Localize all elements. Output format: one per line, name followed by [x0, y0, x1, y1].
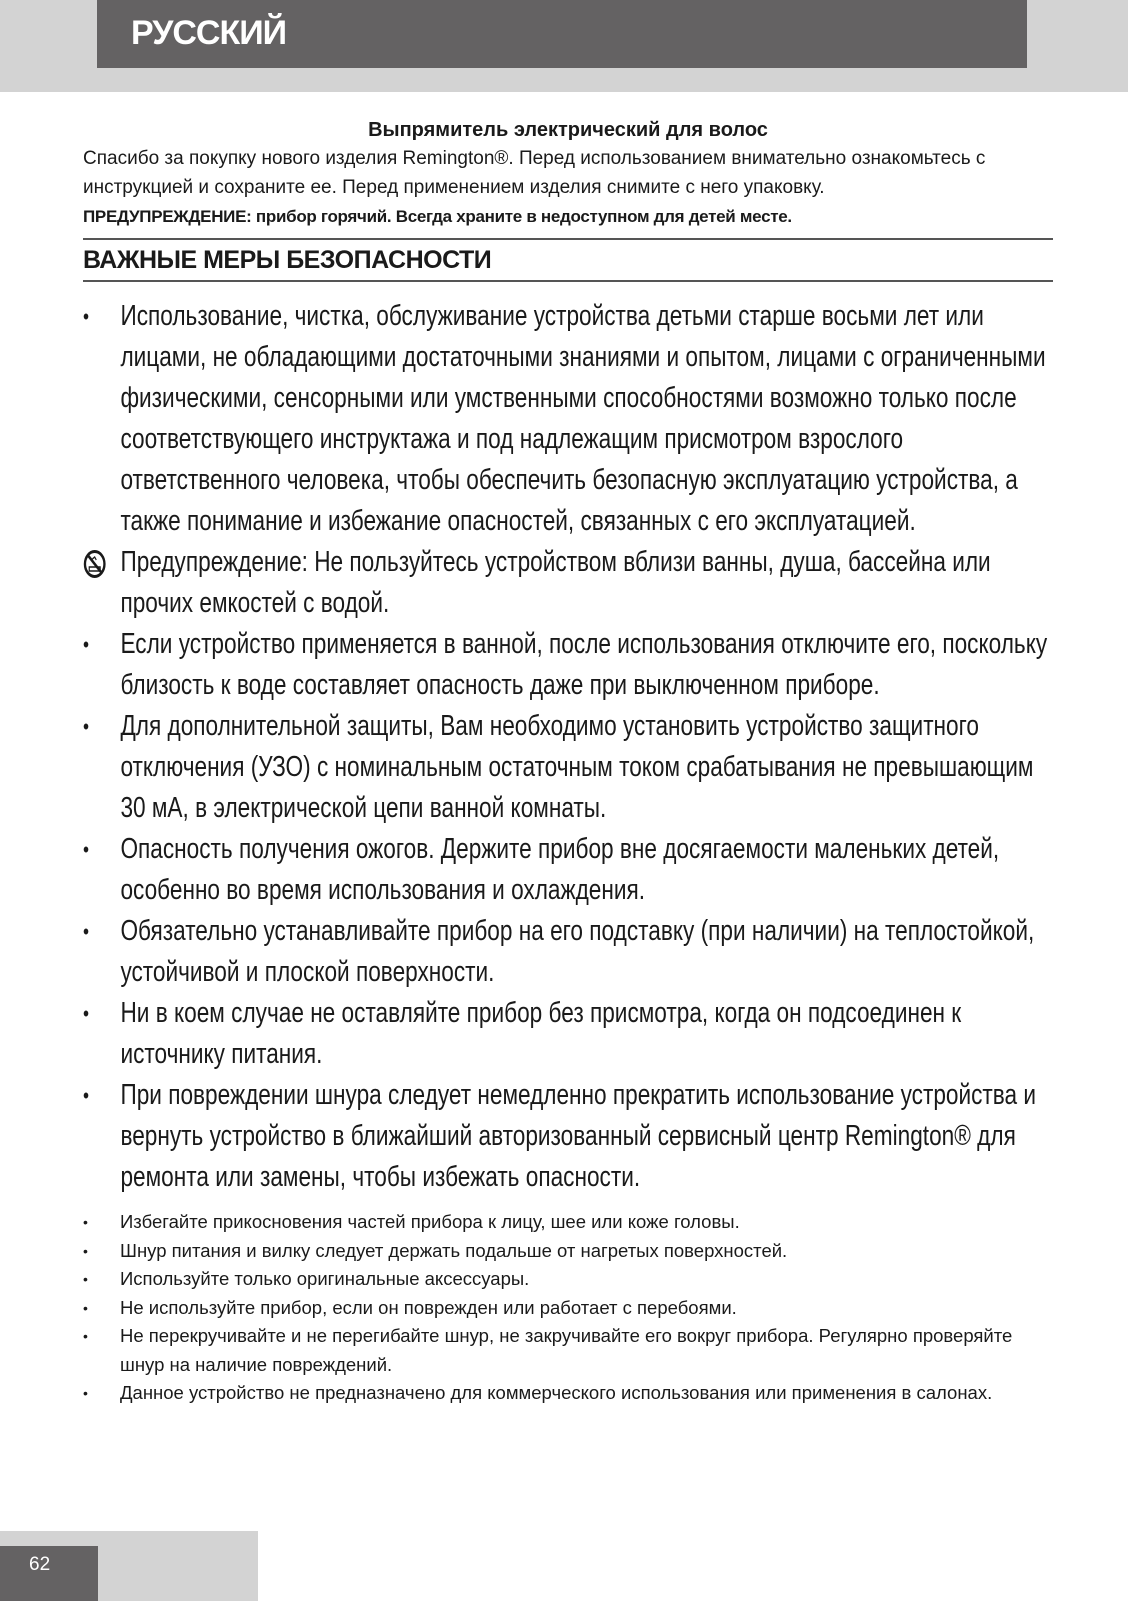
- bullet: •: [83, 1242, 88, 1259]
- no-bath-warning-icon: [80, 549, 110, 591]
- page-number-box: [0, 1546, 98, 1601]
- bullet: •: [83, 1385, 88, 1401]
- list-item: [83, 993, 1053, 1075]
- item-text: Предупреждение: Не пользуйтесь устройством вблизи ванны, душа, бассейна или прочих емкостей с водой.: [120, 546, 991, 619]
- item-text: Данное устройство не предназначено для коммерческого использования или применения в салонах.: [120, 1382, 993, 1403]
- item-text: Шнур питания и вилку следует держать подальше от нагретых поверхностей.: [120, 1239, 788, 1261]
- bullet: •: [83, 837, 90, 862]
- language-header: [97, 0, 1027, 68]
- item-text: При повреждении шнура следует немедленно прекратить использование устройства и вернуть устройство в ближайший авторизованный сервисный центр Remington® для ремонта или замены, чтобы избежать опасности.: [120, 1079, 1037, 1193]
- bullet: •: [83, 1271, 88, 1287]
- list-item: [83, 1237, 1053, 1266]
- item-text: Использование, чистка, обслуживание устройства детьми старше восьми лет или лицами, не обладающими достаточными знаниями и опытом, лицами с ограниченными физическими, сенсорными или умственными способностями возможно только после соответствующего инструктажа и под надлежащим присмотром взрослого ответственного человека, чтобы обеспечить безопасную эксплуатацию устройства, а также понимание и избежание опасностей, связанных с его эксплуатацией.: [120, 300, 1046, 537]
- list-item: [83, 911, 1053, 993]
- bullet: •: [83, 919, 90, 944]
- page-number: 62: [29, 1554, 51, 1575]
- item-text: Если устройство применяется в ванной, после использования отключите его, поскольку близость к воде составляет опасность даже при выключенном приборе.: [120, 628, 1048, 701]
- list-item: [83, 1208, 1053, 1237]
- section-heading: ВАЖНЫЕ МЕРЫ БЕЗОПАСНОСТИ: [83, 246, 492, 274]
- item-text: Не используйте прибор, если он поврежден или работает с перебоями.: [120, 1296, 737, 1318]
- item-text: Обязательно устанавливайте прибор на его подставку (при наличии) на теплостойкой, устойчивой и плоской поверхности.: [120, 915, 1035, 988]
- list-item: [83, 829, 1053, 911]
- list-item: [83, 542, 1053, 624]
- list-item: [83, 1379, 1053, 1408]
- list-item: [83, 296, 1053, 542]
- main-content: [83, 116, 1053, 1408]
- item-text: Используйте только оригинальные аксессуары.: [120, 1268, 530, 1289]
- list-item: [83, 1265, 1053, 1294]
- bullet: •: [83, 1328, 88, 1344]
- bullet: •: [83, 632, 90, 657]
- bullet: •: [83, 1001, 90, 1026]
- intro-text: Спасибо за покупку нового изделия Remington®. Перед использованием внимательно ознакомьтесь с инструкцией и сохраните ее. Перед применением изделия снимите с него упаковку.: [83, 148, 986, 198]
- product-title: Выпрямитель электрический для волос: [368, 119, 768, 141]
- list-item: [83, 624, 1053, 706]
- bullet: •: [83, 1214, 88, 1230]
- safety-list-small: [83, 1208, 1053, 1408]
- bullet: •: [83, 304, 90, 329]
- list-item: [83, 1322, 1053, 1379]
- bullet: •: [83, 1299, 88, 1316]
- list-item: [83, 1075, 1053, 1198]
- item-text: Не перекручивайте и не перегибайте шнур, не закручивайте его вокруг прибора. Регулярно проверяйте шнур на наличие повреждений.: [120, 1325, 1013, 1375]
- item-text: Для дополнительной защиты, Вам необходимо установить устройство защитного отключения (УЗО) с номинальным остаточным током срабатывания не превышающим 30 мА, в электрической цепи ванной комнаты.: [120, 710, 1034, 824]
- item-text: Ни в коем случае не оставляйте прибор без присмотра, когда он подсоединен к источнику питания.: [120, 997, 962, 1070]
- list-item: [83, 1294, 1053, 1323]
- list-item: [83, 706, 1053, 829]
- bullet: •: [83, 1083, 90, 1108]
- language-label: РУССКИЙ: [131, 14, 287, 52]
- item-text: Опасность получения ожогов. Держите прибор вне досягаемости маленьких детей, особенно во время использования и охлаждения.: [120, 833, 1000, 906]
- divider: [83, 280, 1053, 282]
- bullet: •: [83, 714, 90, 739]
- hot-warning: ПРЕДУПРЕЖДЕНИЕ: прибор горячий. Всегда храните в недоступном для детей месте.: [83, 207, 792, 226]
- item-text: Избегайте прикосновения частей прибора к лицу, шее или коже головы.: [120, 1211, 740, 1232]
- safety-list-large: [83, 296, 1053, 1198]
